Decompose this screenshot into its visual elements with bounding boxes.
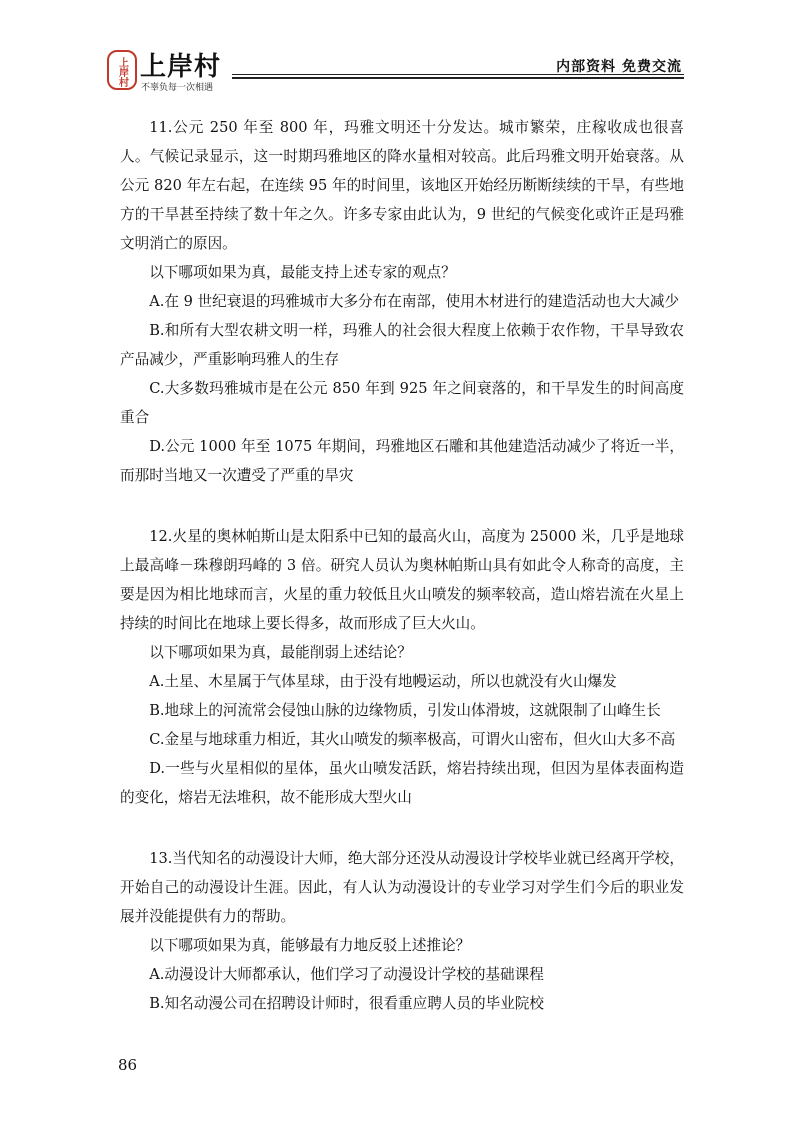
question-stem: 11.公元 250 年至 800 年，玛雅文明还十分发达。城市繁荣，庄稼收成也很喜人。气候记录显示，这一时期玛雅地区的降水量相对较高。此后玛雅文明开始衰落。从公元 820 年左右起，在连续 95 年的时间里，该地区开始经历断断续续的干旱，有些地方的干旱甚至持续了数十年之久。许多专家由此认为，9 世纪的气候变化或许正是玛雅文明消亡的原因。 bbox=[120, 119, 684, 252]
question-prompt: 以下哪项如果为真，最能削弱上述结论？ bbox=[149, 644, 412, 661]
logo-name: 上岸村 bbox=[140, 52, 222, 82]
spacer bbox=[120, 812, 684, 844]
question-stem: 12.火星的奥林帕斯山是太阳系中已知的最高火山，高度为 25000 米，几乎是地球上最高峰－珠穆朗玛峰的 3 倍。研究人员认为奥林帕斯山具有如此令人称奇的高度，主要是因为相比地球而言，火星的重力较低且火山喷发的频率较高，造山熔岩流在火星上持续的时间比在地球上要长得多，故而形成了巨大火山。 bbox=[120, 528, 684, 632]
option-b: B.地球上的河流常会侵蚀山脉的边缘物质，引发山体滑坡，这就限制了山峰生长 bbox=[149, 702, 661, 719]
page-header bbox=[0, 0, 800, 100]
question-prompt: 以下哪项如果为真，最能支持上述专家的观点？ bbox=[149, 264, 456, 281]
option-c: C.金星与地球重力相近，其火山喷发的频率极高，可谓火山密布，但火山大多不高 bbox=[149, 731, 676, 748]
logo-seal-icon: 上岸村 bbox=[107, 50, 137, 90]
page-number: 86 bbox=[118, 1056, 138, 1074]
option-d: D.公元 1000 年至 1075 年期间，玛雅地区石雕和其他建造活动减少了将近一半，而那时当地又一次遭受了严重的旱灾 bbox=[120, 438, 684, 484]
main-content bbox=[120, 113, 684, 1018]
question-prompt: 以下哪项如果为真，能够最有力地反驳上述推论？ bbox=[149, 937, 471, 954]
option-b: B.和所有大型农耕文明一样，玛雅人的社会很大程度上依赖于农作物，干旱导致农产品减少，严重影响玛雅人的生存 bbox=[120, 322, 684, 368]
option-a: A.土星、木星属于气体星球，由于没有地幔运动，所以也就没有火山爆发 bbox=[149, 673, 617, 690]
option-a: A.在 9 世纪衰退的玛雅城市大多分布在南部，使用木材进行的建造活动也大大减少 bbox=[149, 293, 680, 310]
option-d: D.一些与火星相似的星体，虽火山喷发活跃，熔岩持续出现，但因为星体表面构造的变化，熔岩无法堆积，故不能形成大型火山 bbox=[120, 760, 684, 806]
option-c: C.大多数玛雅城市是在公元 850 年到 925 年之间衰落的，和干旱发生的时间高度重合 bbox=[120, 380, 684, 426]
option-b: B.知名动漫公司在招聘设计师时，很看重应聘人员的毕业院校 bbox=[149, 995, 544, 1012]
header-label: 内部资料 免费交流 bbox=[556, 59, 682, 75]
option-a: A.动漫设计大师都承认，他们学习了动漫设计学校的基础课程 bbox=[149, 966, 544, 983]
question-stem: 13.当代知名的动漫设计大师，绝大部分还没从动漫设计学校毕业就已经离开学校，开始自己的动漫设计生涯。因此，有人认为动漫设计的专业学习对学生们今后的职业发展并没能提供有力的帮助。 bbox=[120, 850, 684, 925]
header-rule bbox=[232, 77, 684, 79]
spacer bbox=[120, 490, 684, 522]
logo-slogan: 不辜负每一次相遇 bbox=[141, 83, 214, 93]
